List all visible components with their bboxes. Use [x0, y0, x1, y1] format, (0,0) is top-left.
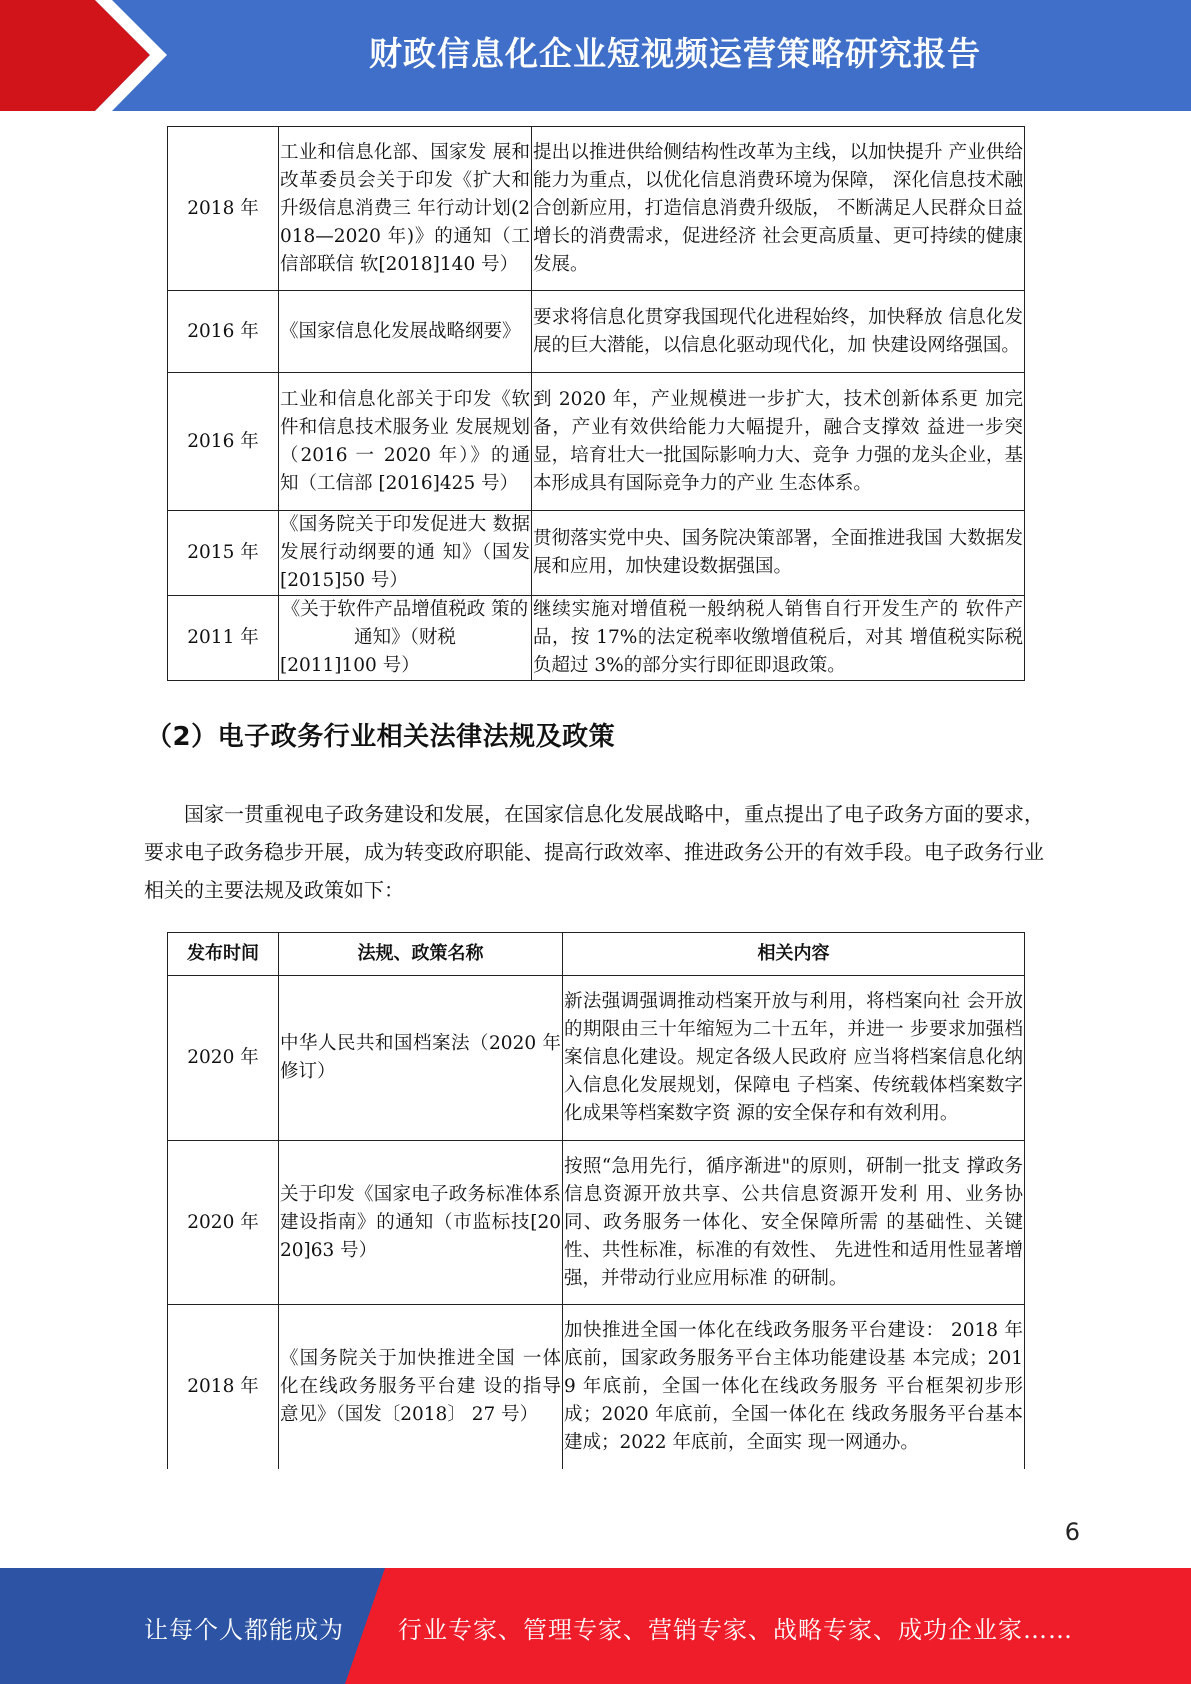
year-cell: 2020 年 [168, 1141, 279, 1305]
table-row [168, 373, 1025, 511]
policy-name-line: [2011]100 号） [280, 655, 420, 676]
column-header-year: 发布时间 [168, 933, 279, 976]
table-header-row [168, 933, 1025, 976]
page-footer [0, 1568, 1191, 1684]
policy-name-cell: 《国家信息化发展战略纲要》 [279, 291, 532, 373]
policy-content-cell: 到 2020 年，产业规模进一步扩大，技术创新体系更 加完备，产业有效供给能力大幅提升，融合支撑效 益进一步突显，培育壮大一批国际影响力大、竞争 力强的龙头企业，基本形成具有国际竞争力的产业 生态体系。 [532, 373, 1025, 511]
page-number: 6 [1064, 1518, 1080, 1546]
column-header-name: 法规、政策名称 [279, 933, 563, 976]
policy-name-cell: 工业和信息化部关于印发《软件和信息技术服务业 发展规划（2016 一 2020 年）》的通知（工信部 [2016]425 号） [279, 373, 532, 511]
table-row [168, 127, 1025, 291]
page-header [0, 0, 1191, 111]
table-row [168, 1141, 1025, 1305]
footer-slogan-right: 行业专家、管理专家、营销专家、战略专家、成功企业家…… [398, 1616, 1073, 1644]
policy-table-egov [167, 932, 1025, 1469]
report-title: 财政信息化企业短视频运营策略研究报告 [369, 34, 981, 73]
section-heading: （2）电子政务行业相关法律法规及政策 [146, 722, 616, 752]
year-cell: 2016 年 [168, 291, 279, 373]
policy-content-cell: 贯彻落实党中央、国务院决策部署，全面推进我国 大数据发展和应用，加快建设数据强国。 [532, 511, 1025, 596]
policy-name-cell: 中华人民共和国档案法（2020 年修订） [279, 976, 563, 1141]
policy-content-cell: 加快推进全国一体化在线政务服务平台建设： 2018 年底前，国家政务服务平台主体功能建设基 本完成；2019 年底前，全国一体化在线政务服务 平台框架初步形成；2020 年底前，全国一体化在 线政务服务平台基本建成；2022 年底前，全面实 现一网通办。 [563, 1305, 1025, 1469]
year-cell: 2011 年 [168, 596, 279, 681]
policy-name-line: 《关于软件产品增值税政 策的通知》（财税 [281, 599, 529, 648]
table-row [168, 1305, 1025, 1469]
policy-table-software [167, 126, 1025, 681]
year-cell: 2018 年 [168, 127, 279, 291]
policy-content-cell: 要求将信息化贯穿我国现代化进程始终，加快释放 信息化发展的巨大潜能，以信息化驱动现代化，加 快建设网络强国。 [532, 291, 1025, 373]
footer-slogan-left: 让每个人都能成为 [144, 1616, 344, 1644]
policy-content-cell: 继续实施对增值税一般纳税人销售自行开发生产的 软件产品，按 17%的法定税率收缴增值税后，对其 增值税实际税负超过 3%的部分实行即征即退政策。 [532, 596, 1025, 681]
table-row [168, 596, 1025, 681]
column-header-content: 相关内容 [563, 933, 1025, 976]
year-cell: 2015 年 [168, 511, 279, 596]
policy-name-cell [279, 596, 532, 681]
policy-name-cell: 关于印发《国家电子政务标准体系建设指南》的通知（市监标技[2020]63 号） [279, 1141, 563, 1305]
year-cell: 2020 年 [168, 976, 279, 1141]
table-row [168, 976, 1025, 1141]
table-row [168, 291, 1025, 373]
policy-content-cell: 按照“急用先行，循序渐进"的原则，研制一批支 撑政务信息资源开放共享、公共信息资源开发利 用、业务协同、政务服务一体化、安全保障所需 的基础性、关键性、共性标准，标准的有效性、 先进性和适用性显著增强，并带动行业应用标准 的研制。 [563, 1141, 1025, 1305]
policy-content-cell: 新法强调强调推动档案开放与利用，将档案向社 会开放的期限由三十年缩短为二十五年，并进一 步要求加强档案信息化建设。规定各级人民政府 应当将档案信息化纳入信息化发展规划，保障电 子档案、传统载体档案数字化成果等档案数字资 源的安全保存和有效利用。 [563, 976, 1025, 1141]
policy-name-cell: 《国务院关于印发促进大 数据发展行动纲要的通 知》（国发[2015]50 号） [279, 511, 532, 596]
intro-paragraph: 国家一贯重视电子政务建设和发展，在国家信息化发展战略中，重点提出了电子政务方面的要求，要求电子政务稳步开展，成为转变政府职能、提高行政效率、推进政务公开的有效手段。电子政务行业相关的主要法规及政策如下： [144, 802, 1044, 902]
year-cell: 2018 年 [168, 1305, 279, 1469]
policy-content-cell: 提出以推进供给侧结构性改革为主线，以加快提升 产业供给能力为重点，以优化信息消费环境为保障， 深化信息技术融合创新应用，打造信息消费升级版， 不断满足人民群众日益增长的消费需求，促进经济 社会更高质量、更可持续的健康发展。 [532, 127, 1025, 291]
year-cell: 2016 年 [168, 373, 279, 511]
policy-name-cell: 工业和信息化部、国家发 展和改革委员会关于印发《扩大和升级信息消费三 年行动计划(2018—2020 年)》的通知（工信部联信 软[2018]140 号） [279, 127, 532, 291]
table-row [168, 511, 1025, 596]
policy-name-cell: 《国务院关于加快推进全国 一体化在线政务服务平台建 设的指导意见》（国发〔2018〕 27 号） [279, 1305, 563, 1469]
